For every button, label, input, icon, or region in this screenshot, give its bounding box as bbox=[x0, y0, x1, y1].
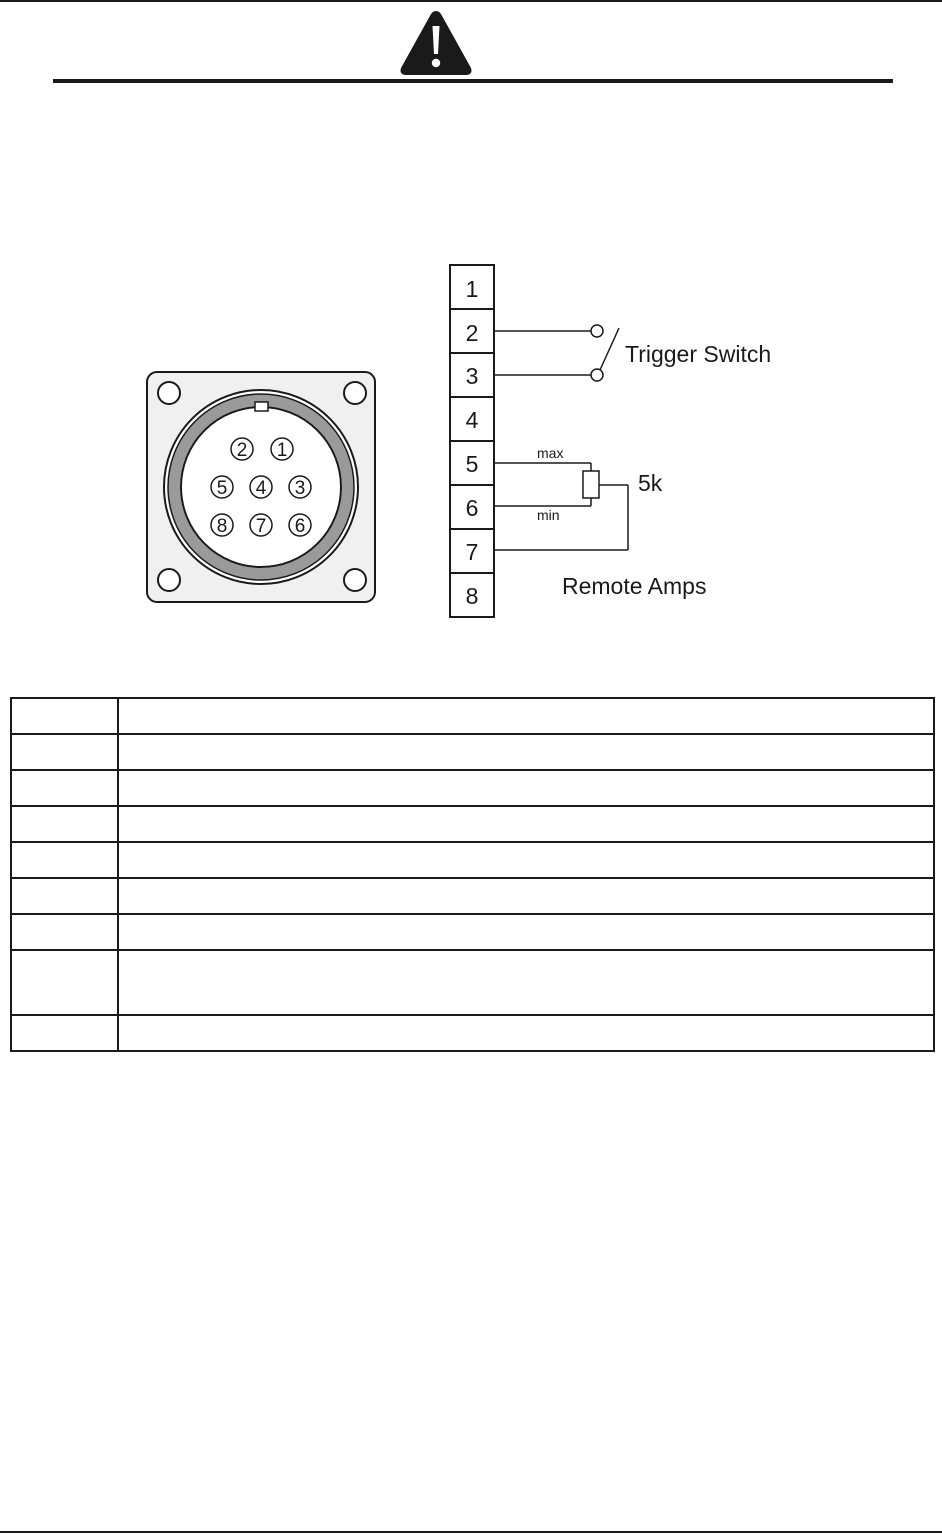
pin-cell bbox=[11, 842, 118, 878]
table-row bbox=[11, 914, 934, 950]
key-notch bbox=[255, 402, 268, 411]
pin-cell bbox=[11, 734, 118, 770]
top-border bbox=[0, 0, 942, 2]
pot-value-label: 5k bbox=[638, 470, 663, 496]
header-rule bbox=[53, 79, 893, 83]
svg-text:2: 2 bbox=[236, 440, 248, 461]
svg-text:3: 3 bbox=[294, 478, 306, 499]
svg-text:4: 4 bbox=[255, 478, 267, 499]
pin-cell bbox=[11, 698, 118, 734]
terminal-5: 5 bbox=[465, 451, 479, 477]
description-cell bbox=[118, 806, 934, 842]
terminal-3: 3 bbox=[465, 363, 479, 389]
pin-8 bbox=[211, 514, 233, 537]
terminal-4: 4 bbox=[465, 407, 479, 433]
table-row bbox=[11, 806, 934, 842]
mount-hole-bl bbox=[158, 569, 180, 591]
terminal-6: 6 bbox=[465, 495, 479, 521]
bottom-border bbox=[0, 1531, 942, 1533]
description-cell bbox=[118, 734, 934, 770]
description-cell bbox=[118, 950, 934, 1015]
remote-amps-label: Remote Amps bbox=[562, 573, 707, 599]
description-cell bbox=[118, 770, 934, 806]
table-row bbox=[11, 950, 934, 1015]
description-cell bbox=[118, 842, 934, 878]
mount-hole-tr bbox=[344, 382, 366, 404]
svg-text:7: 7 bbox=[255, 516, 267, 537]
pin-3 bbox=[289, 476, 311, 499]
max-label: max bbox=[537, 445, 564, 461]
description-cell bbox=[118, 1015, 934, 1051]
mount-hole-br bbox=[344, 569, 366, 591]
table-row bbox=[11, 842, 934, 878]
pin-cell bbox=[11, 1015, 118, 1051]
wiring-diagram bbox=[440, 258, 840, 628]
terminal-8: 8 bbox=[465, 583, 479, 609]
svg-text:6: 6 bbox=[294, 516, 306, 537]
terminal-7: 7 bbox=[465, 539, 479, 565]
table-row bbox=[11, 770, 934, 806]
table-row bbox=[11, 698, 934, 734]
svg-text:1: 1 bbox=[276, 440, 288, 461]
pin-5 bbox=[211, 476, 233, 499]
pin-cell bbox=[11, 770, 118, 806]
min-label: min bbox=[537, 507, 560, 523]
terminal-2: 2 bbox=[465, 320, 479, 346]
warning-triangle-icon bbox=[398, 8, 474, 78]
pin-cell bbox=[11, 878, 118, 914]
pin-cell bbox=[11, 914, 118, 950]
trigger-switch-label: Trigger Switch bbox=[625, 341, 772, 367]
pin-2 bbox=[231, 438, 253, 461]
pin-cell bbox=[11, 950, 118, 1015]
pin-7 bbox=[250, 514, 272, 537]
pin-4 bbox=[250, 476, 272, 499]
description-cell bbox=[118, 698, 934, 734]
mount-hole-tl bbox=[158, 382, 180, 404]
potentiometer bbox=[583, 471, 599, 498]
description-cell bbox=[118, 914, 934, 950]
description-cell bbox=[118, 878, 934, 914]
svg-text:5: 5 bbox=[216, 478, 228, 499]
terminal-1: 1 bbox=[465, 276, 479, 302]
table-row bbox=[11, 734, 934, 770]
table-row bbox=[11, 1015, 934, 1051]
pin-cell bbox=[11, 806, 118, 842]
table-row bbox=[11, 878, 934, 914]
pin-6 bbox=[289, 514, 311, 537]
pin-table bbox=[10, 697, 935, 1052]
svg-text:8: 8 bbox=[216, 516, 228, 537]
connector-face bbox=[145, 370, 380, 606]
pin-1 bbox=[271, 438, 293, 461]
